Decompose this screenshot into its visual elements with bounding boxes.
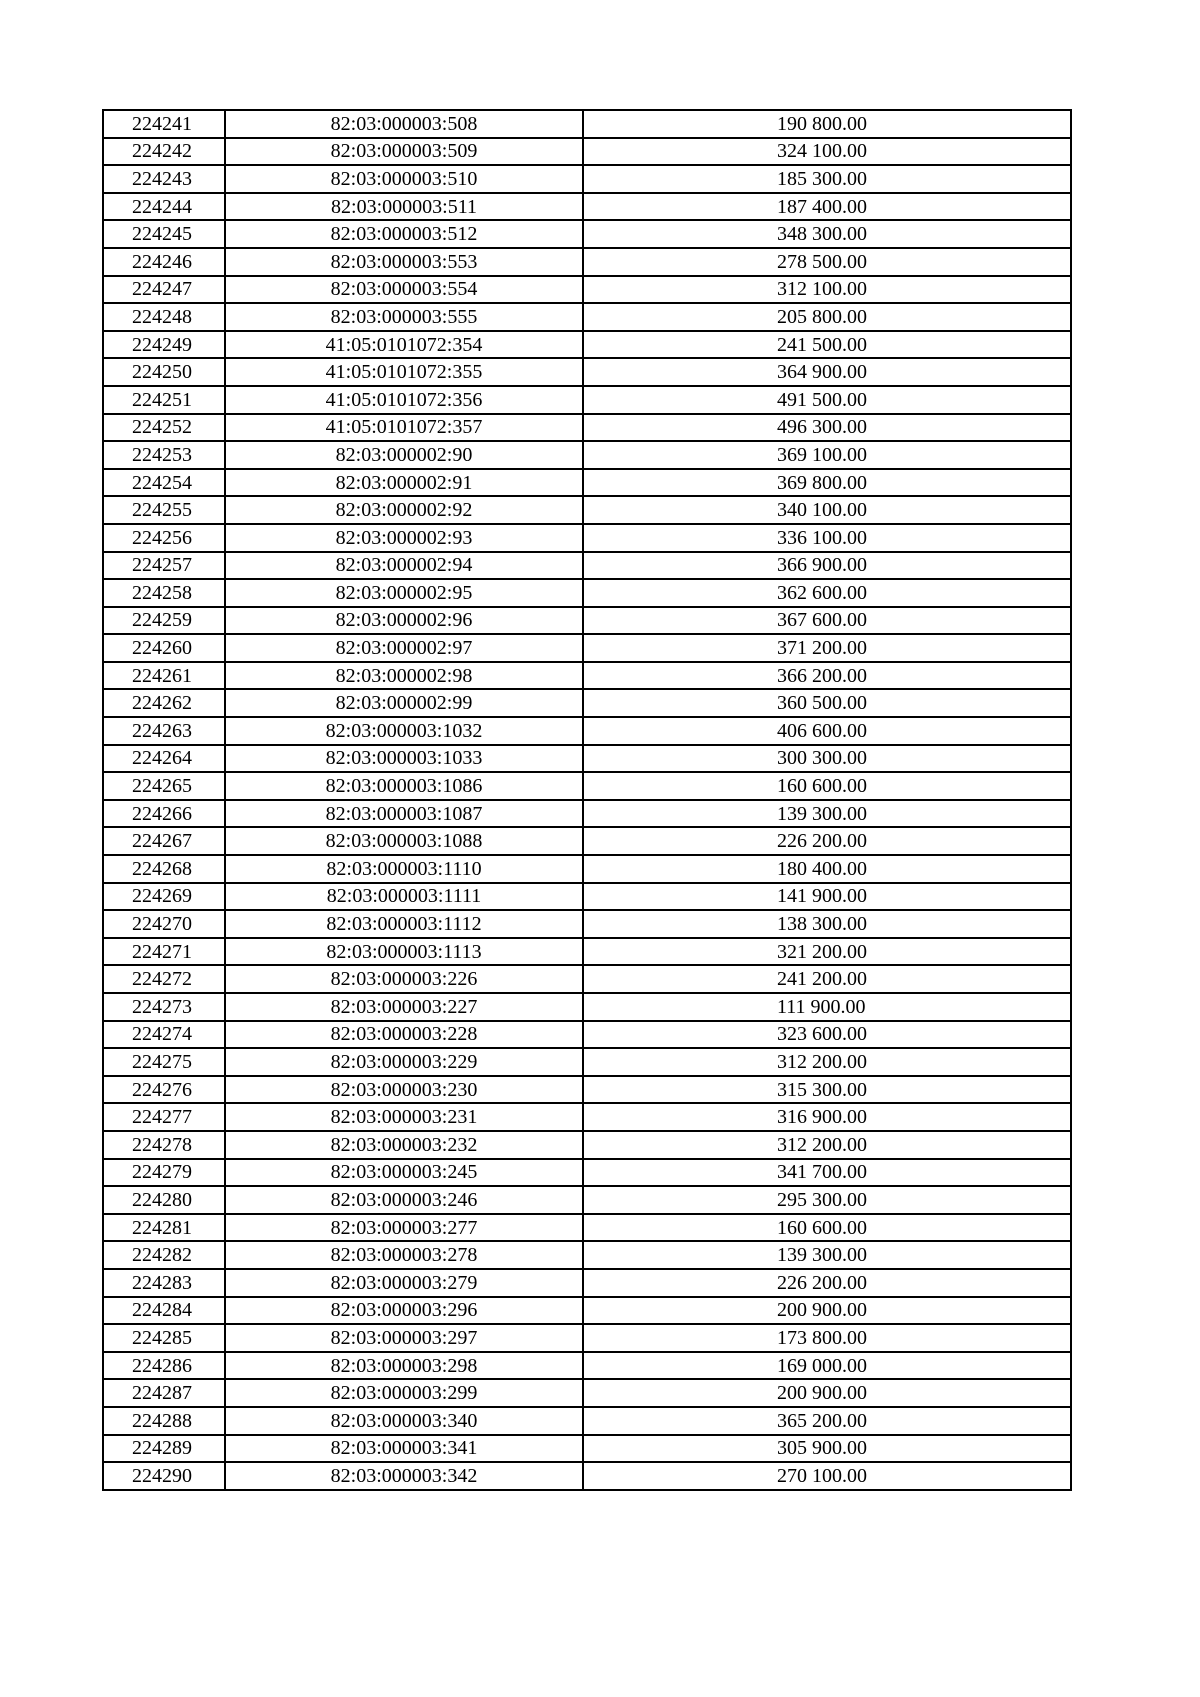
cadastral-value-cell: 366 900.00 [583, 552, 1071, 580]
row-number-cell: 224241 [103, 110, 225, 138]
cadastral-value-cell: 491 500.00 [583, 386, 1071, 414]
cadastral-number-cell: 82:03:000003:1088 [225, 827, 583, 855]
row-number-cell: 224259 [103, 607, 225, 635]
table-row [103, 469, 1071, 497]
cadastral-value-cell: 138 300.00 [583, 910, 1071, 938]
row-number-cell: 224247 [103, 276, 225, 304]
row-number-cell: 224249 [103, 331, 225, 359]
cadastral-number-cell: 82:03:000002:94 [225, 552, 583, 580]
table-row [103, 745, 1071, 773]
row-number-cell: 224250 [103, 358, 225, 386]
row-number-cell: 224273 [103, 993, 225, 1021]
cadastral-number-cell: 82:03:000003:555 [225, 303, 583, 331]
row-number-cell: 224246 [103, 248, 225, 276]
cadastral-number-cell: 82:03:000003:245 [225, 1159, 583, 1187]
cadastral-value-cell: 321 200.00 [583, 938, 1071, 966]
row-number-cell: 224265 [103, 772, 225, 800]
table-row [103, 800, 1071, 828]
cadastral-number-cell: 82:03:000003:1112 [225, 910, 583, 938]
row-number-cell: 224284 [103, 1297, 225, 1325]
row-number-cell: 224271 [103, 938, 225, 966]
cadastral-number-cell: 82:03:000002:95 [225, 579, 583, 607]
row-number-cell: 224256 [103, 524, 225, 552]
cadastral-number-cell: 82:03:000003:228 [225, 1021, 583, 1049]
row-number-cell: 224279 [103, 1159, 225, 1187]
row-number-cell: 224252 [103, 414, 225, 442]
cadastral-value-cell: 496 300.00 [583, 414, 1071, 442]
row-number-cell: 224289 [103, 1435, 225, 1463]
row-number-cell: 224288 [103, 1407, 225, 1435]
row-number-cell: 224267 [103, 827, 225, 855]
cadastral-value-cell: 200 900.00 [583, 1379, 1071, 1407]
row-number-cell: 224278 [103, 1131, 225, 1159]
row-number-cell: 224255 [103, 496, 225, 524]
cadastral-value-cell: 160 600.00 [583, 772, 1071, 800]
cadastral-number-cell: 82:03:000002:97 [225, 634, 583, 662]
cadastral-number-cell: 82:03:000002:99 [225, 689, 583, 717]
row-number-cell: 224272 [103, 965, 225, 993]
table-body [103, 110, 1071, 1490]
table-row [103, 662, 1071, 690]
row-number-cell: 224244 [103, 193, 225, 221]
cadastral-number-cell: 82:03:000003:1032 [225, 717, 583, 745]
row-number-cell: 224262 [103, 689, 225, 717]
cadastral-number-cell: 82:03:000003:227 [225, 993, 583, 1021]
cadastral-number-cell: 82:03:000003:226 [225, 965, 583, 993]
row-number-cell: 224254 [103, 469, 225, 497]
row-number-cell: 224263 [103, 717, 225, 745]
table-row [103, 1269, 1071, 1297]
table-row [103, 138, 1071, 166]
cadastral-value-cell: 187 400.00 [583, 193, 1071, 221]
table-row [103, 303, 1071, 331]
cadastral-number-cell: 82:03:000003:511 [225, 193, 583, 221]
table-row [103, 579, 1071, 607]
cadastral-value-cell: 371 200.00 [583, 634, 1071, 662]
row-number-cell: 224253 [103, 441, 225, 469]
cadastral-number-cell: 82:03:000003:299 [225, 1379, 583, 1407]
cadastral-value-cell: 366 200.00 [583, 662, 1071, 690]
cadastral-number-cell: 82:03:000003:296 [225, 1297, 583, 1325]
cadastral-value-cell: 312 200.00 [583, 1131, 1071, 1159]
cadastral-value-cell: 200 900.00 [583, 1297, 1071, 1325]
cadastral-value-cell: 226 200.00 [583, 1269, 1071, 1297]
table-row [103, 1076, 1071, 1104]
cadastral-number-cell: 82:03:000002:98 [225, 662, 583, 690]
cadastral-number-cell: 82:03:000003:554 [225, 276, 583, 304]
row-number-cell: 224276 [103, 1076, 225, 1104]
row-number-cell: 224274 [103, 1021, 225, 1049]
cadastral-value-cell: 315 300.00 [583, 1076, 1071, 1104]
table-row [103, 358, 1071, 386]
cadastral-value-cell: 278 500.00 [583, 248, 1071, 276]
table-row [103, 110, 1071, 138]
table-row [103, 1048, 1071, 1076]
table-row [103, 1435, 1071, 1463]
cadastral-value-cell: 185 300.00 [583, 165, 1071, 193]
table-row [103, 1214, 1071, 1242]
row-number-cell: 224261 [103, 662, 225, 690]
table-row [103, 496, 1071, 524]
table-row [103, 1407, 1071, 1435]
table-row [103, 993, 1071, 1021]
cadastral-number-cell: 82:03:000002:92 [225, 496, 583, 524]
cadastral-number-cell: 82:03:000003:297 [225, 1324, 583, 1352]
row-number-cell: 224268 [103, 855, 225, 883]
table-row [103, 220, 1071, 248]
cadastral-value-cell: 305 900.00 [583, 1435, 1071, 1463]
table-row [103, 524, 1071, 552]
cadastral-number-cell: 82:03:000003:340 [225, 1407, 583, 1435]
cadastral-value-cell: 312 100.00 [583, 276, 1071, 304]
cadastral-value-cell: 139 300.00 [583, 1241, 1071, 1269]
table-row [103, 165, 1071, 193]
table-row [103, 1241, 1071, 1269]
cadastral-value-cell: 205 800.00 [583, 303, 1071, 331]
cadastral-number-cell: 82:03:000003:246 [225, 1186, 583, 1214]
table-row [103, 386, 1071, 414]
cadastral-value-cell: 365 200.00 [583, 1407, 1071, 1435]
row-number-cell: 224260 [103, 634, 225, 662]
cadastral-number-cell: 82:03:000003:1111 [225, 883, 583, 911]
table-row [103, 634, 1071, 662]
cadastral-value-cell: 367 600.00 [583, 607, 1071, 635]
table-row [103, 248, 1071, 276]
row-number-cell: 224245 [103, 220, 225, 248]
table-row [103, 1159, 1071, 1187]
cadastral-number-cell: 82:03:000003:1110 [225, 855, 583, 883]
cadastral-value-cell: 295 300.00 [583, 1186, 1071, 1214]
row-number-cell: 224242 [103, 138, 225, 166]
cadastral-number-cell: 82:03:000003:298 [225, 1352, 583, 1380]
table-row [103, 276, 1071, 304]
cadastral-value-cell: 406 600.00 [583, 717, 1071, 745]
cadastral-value-cell: 348 300.00 [583, 220, 1071, 248]
cadastral-number-cell: 82:03:000003:509 [225, 138, 583, 166]
row-number-cell: 224285 [103, 1324, 225, 1352]
cadastral-number-cell: 82:03:000003:279 [225, 1269, 583, 1297]
cadastral-value-cell: 173 800.00 [583, 1324, 1071, 1352]
table-row [103, 1324, 1071, 1352]
table-row [103, 910, 1071, 938]
table-row [103, 552, 1071, 580]
cadastral-value-cell: 369 100.00 [583, 441, 1071, 469]
cadastral-number-cell: 41:05:0101072:357 [225, 414, 583, 442]
cadastral-number-cell: 82:03:000003:1087 [225, 800, 583, 828]
table-row [103, 1021, 1071, 1049]
cadastral-value-cell: 323 600.00 [583, 1021, 1071, 1049]
table-row [103, 855, 1071, 883]
cadastral-value-cell: 190 800.00 [583, 110, 1071, 138]
table-row [103, 689, 1071, 717]
cadastral-number-cell: 82:03:000003:510 [225, 165, 583, 193]
cadastral-number-cell: 82:03:000003:553 [225, 248, 583, 276]
row-number-cell: 224277 [103, 1103, 225, 1131]
cadastral-number-cell: 82:03:000003:1086 [225, 772, 583, 800]
cadastral-value-cell: 341 700.00 [583, 1159, 1071, 1187]
cadastral-number-cell: 82:03:000003:231 [225, 1103, 583, 1131]
cadastral-number-cell: 82:03:000003:1113 [225, 938, 583, 966]
cadastral-number-cell: 82:03:000003:277 [225, 1214, 583, 1242]
cadastral-number-cell: 82:03:000003:342 [225, 1462, 583, 1490]
cadastral-value-cell: 340 100.00 [583, 496, 1071, 524]
cadastral-number-cell: 82:03:000003:229 [225, 1048, 583, 1076]
cadastral-number-cell: 82:03:000003:508 [225, 110, 583, 138]
cadastral-value-cell: 169 000.00 [583, 1352, 1071, 1380]
cadastral-number-cell: 82:03:000002:93 [225, 524, 583, 552]
table-row [103, 717, 1071, 745]
cadastral-value-cell: 336 100.00 [583, 524, 1071, 552]
row-number-cell: 224248 [103, 303, 225, 331]
cadastral-number-cell: 82:03:000002:91 [225, 469, 583, 497]
cadastral-number-cell: 82:03:000003:230 [225, 1076, 583, 1104]
table-row [103, 331, 1071, 359]
row-number-cell: 224266 [103, 800, 225, 828]
table-row [103, 607, 1071, 635]
row-number-cell: 224258 [103, 579, 225, 607]
row-number-cell: 224283 [103, 1269, 225, 1297]
table-row [103, 414, 1071, 442]
cadastral-value-cell: 369 800.00 [583, 469, 1071, 497]
row-number-cell: 224282 [103, 1241, 225, 1269]
cadastral-number-cell: 82:03:000003:232 [225, 1131, 583, 1159]
cadastral-value-cell: 324 100.00 [583, 138, 1071, 166]
cadastral-value-cell: 160 600.00 [583, 1214, 1071, 1242]
cadastral-value-cell: 241 500.00 [583, 331, 1071, 359]
row-number-cell: 224269 [103, 883, 225, 911]
table-row [103, 193, 1071, 221]
cadastral-number-cell: 82:03:000002:90 [225, 441, 583, 469]
cadastral-value-cell: 241 200.00 [583, 965, 1071, 993]
cadastral-value-cell: 141 900.00 [583, 883, 1071, 911]
row-number-cell: 224275 [103, 1048, 225, 1076]
cadastral-number-cell: 82:03:000002:96 [225, 607, 583, 635]
row-number-cell: 224264 [103, 745, 225, 773]
cadastral-value-cell: 111 900.00 [583, 993, 1071, 1021]
table-row [103, 772, 1071, 800]
cadastral-number-cell: 82:03:000003:278 [225, 1241, 583, 1269]
row-number-cell: 224280 [103, 1186, 225, 1214]
cadastral-value-table [102, 109, 1072, 1491]
table-row [103, 1352, 1071, 1380]
row-number-cell: 224243 [103, 165, 225, 193]
row-number-cell: 224270 [103, 910, 225, 938]
table-row [103, 1297, 1071, 1325]
table-row [103, 1131, 1071, 1159]
row-number-cell: 224286 [103, 1352, 225, 1380]
cadastral-value-cell: 360 500.00 [583, 689, 1071, 717]
cadastral-value-cell: 300 300.00 [583, 745, 1071, 773]
cadastral-value-cell: 362 600.00 [583, 579, 1071, 607]
cadastral-value-cell: 226 200.00 [583, 827, 1071, 855]
table-row [103, 827, 1071, 855]
cadastral-number-cell: 82:03:000003:341 [225, 1435, 583, 1463]
cadastral-number-cell: 41:05:0101072:354 [225, 331, 583, 359]
row-number-cell: 224251 [103, 386, 225, 414]
table-row [103, 1186, 1071, 1214]
table-row [103, 1379, 1071, 1407]
cadastral-value-cell: 316 900.00 [583, 1103, 1071, 1131]
row-number-cell: 224290 [103, 1462, 225, 1490]
table-row [103, 1462, 1071, 1490]
cadastral-number-cell: 41:05:0101072:356 [225, 386, 583, 414]
table-row [103, 965, 1071, 993]
table-row [103, 441, 1071, 469]
cadastral-value-cell: 180 400.00 [583, 855, 1071, 883]
cadastral-number-cell: 82:03:000003:1033 [225, 745, 583, 773]
cadastral-number-cell: 82:03:000003:512 [225, 220, 583, 248]
row-number-cell: 224287 [103, 1379, 225, 1407]
cadastral-value-cell: 139 300.00 [583, 800, 1071, 828]
cadastral-value-cell: 364 900.00 [583, 358, 1071, 386]
cadastral-value-cell: 312 200.00 [583, 1048, 1071, 1076]
table-row [103, 938, 1071, 966]
table-row [103, 883, 1071, 911]
row-number-cell: 224257 [103, 552, 225, 580]
cadastral-value-cell: 270 100.00 [583, 1462, 1071, 1490]
table-row [103, 1103, 1071, 1131]
row-number-cell: 224281 [103, 1214, 225, 1242]
cadastral-number-cell: 41:05:0101072:355 [225, 358, 583, 386]
